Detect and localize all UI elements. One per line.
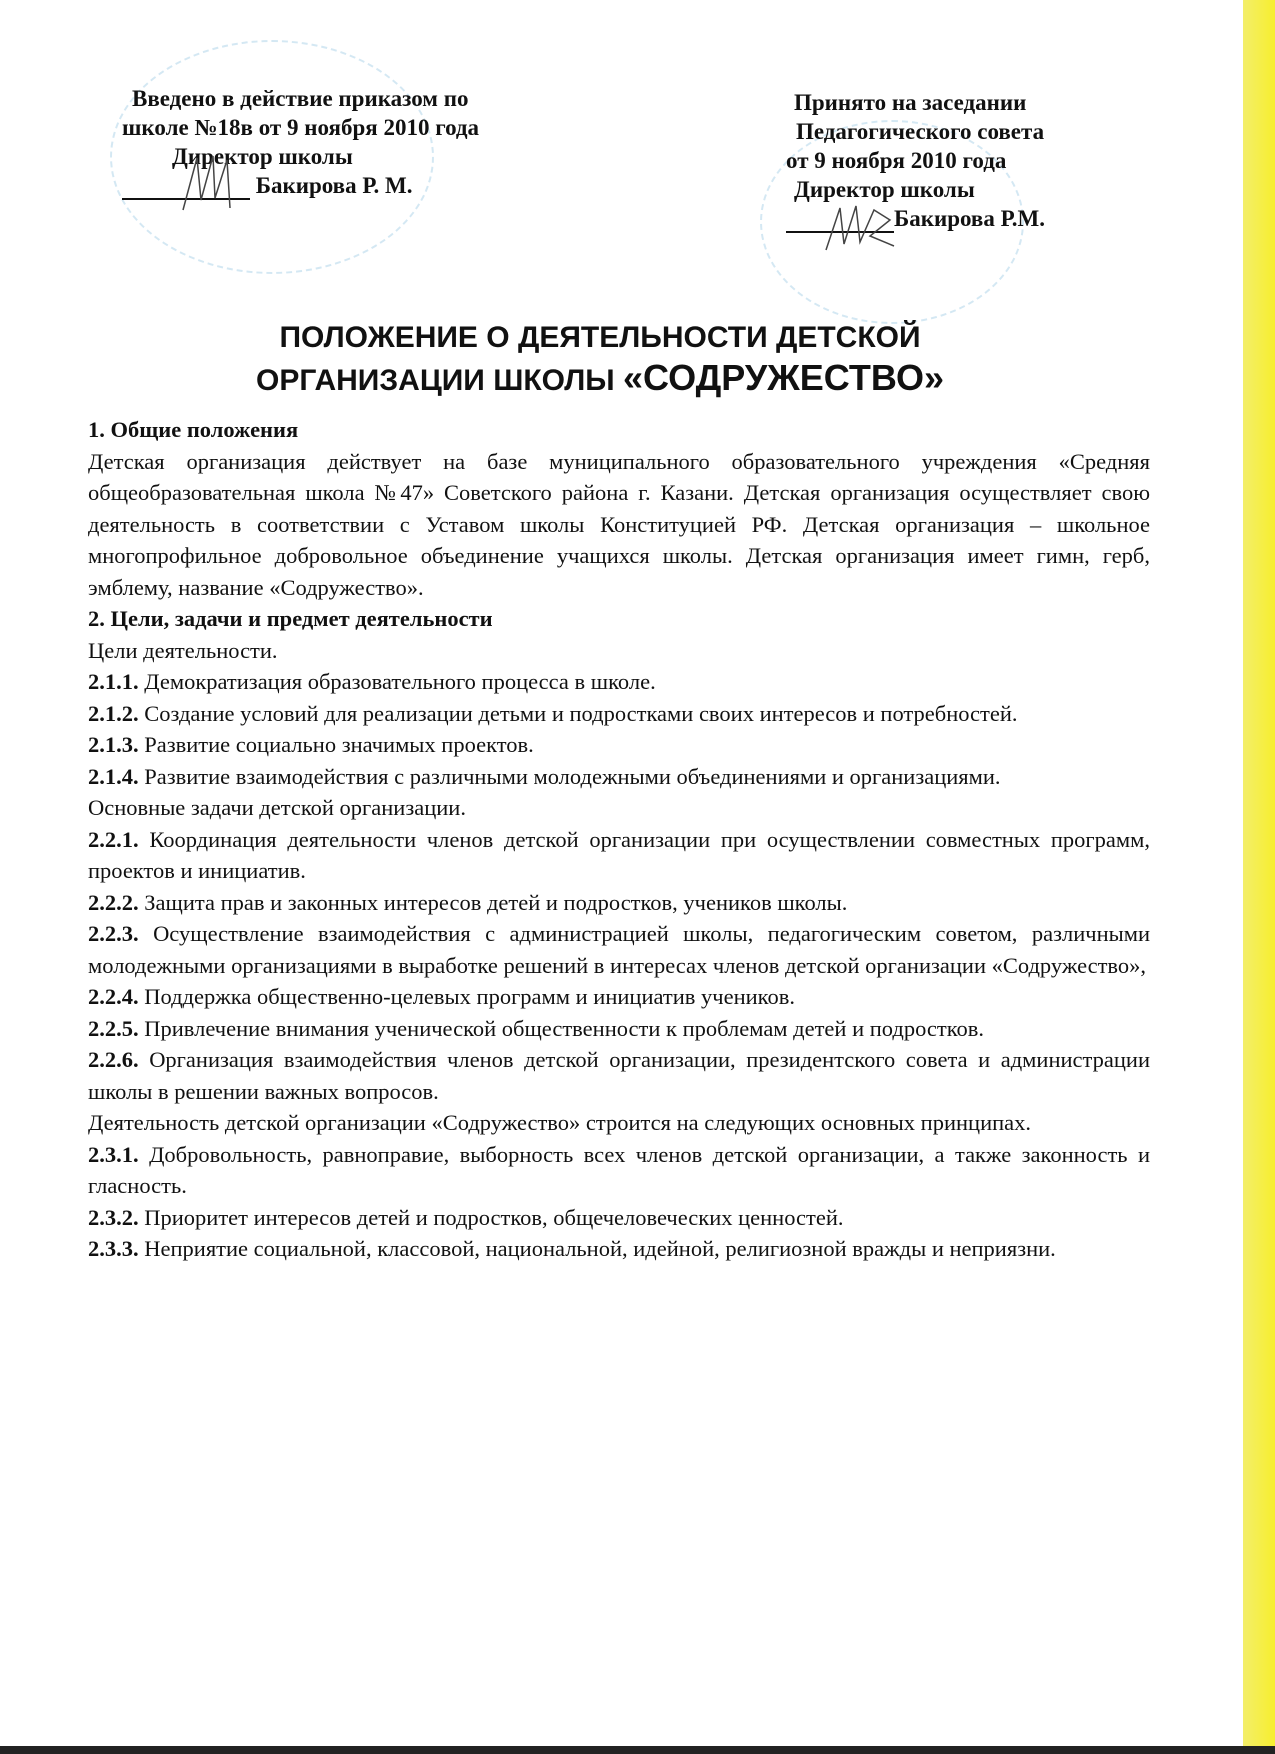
header-line: школе №18в от 9 ноября 2010 года xyxy=(122,115,480,140)
list-item xyxy=(88,1013,1150,1045)
item-text: Защита прав и законных интересов детей и подростков, учеников школы. xyxy=(144,889,848,915)
organization-name: «СОДРУЖЕСТВО» xyxy=(623,357,944,398)
list-item xyxy=(88,1139,1150,1202)
item-number: 2.1.2. xyxy=(88,700,139,726)
signature xyxy=(175,150,245,215)
item-text: Приоритет интересов детей и подростков, общечеловеческих ценностей. xyxy=(144,1204,844,1230)
header-line: Педагогического совета xyxy=(796,119,1045,144)
item-number: 2.2.6. xyxy=(88,1047,139,1072)
item-text: Развитие социально значимых проектов. xyxy=(144,732,534,757)
header-line: от 9 ноября 2010 года xyxy=(786,148,1007,173)
list-item xyxy=(88,1044,1150,1107)
item-text: Привлечение внимания ученической общественности к проблемам детей и подростков. xyxy=(144,1015,985,1041)
item-number: 2.1.3. xyxy=(88,732,139,757)
paragraph: Деятельность детской организации «Содружество» строится на следующих основных принципах. xyxy=(88,1110,1032,1135)
list-item xyxy=(88,1202,1150,1234)
item-number: 2.2.2. xyxy=(88,889,139,915)
document-title xyxy=(0,318,1200,401)
paragraph: Основные задачи детской организации. xyxy=(88,795,466,820)
item-text: Поддержка общественно-целевых программ и инициатив учеников. xyxy=(144,984,795,1009)
list-item xyxy=(88,1233,1150,1265)
paragraph: Детская организация действует на базе муниципального образовательного учреждения «Средняя общеобразовательная школа №47» Советского района г. Казани. Детская организация осуществляет свою деятельность в соответствии с Уставом школы Конституцией РФ. Детская организация – школьное многопрофильное добровольное объединение учащихся школы. Детская организация имеет гимн, герб, эмблему, название «Содружество». xyxy=(88,448,1150,600)
title-line: ОРГАНИЗАЦИИ ШКОЛЫ xyxy=(256,364,623,397)
header-line: Директор школы xyxy=(794,177,975,202)
list-item xyxy=(88,729,1150,761)
list-item xyxy=(88,666,1150,698)
item-text: Создание условий для реализации детьми и подростками своих интересов и потребностей. xyxy=(144,700,1018,726)
item-text: Добровольность, равноправие, выборность всех членов детской организации, а также законность и гласность. xyxy=(88,1141,1151,1198)
item-number: 2.1.1. xyxy=(88,669,139,694)
item-number: 2.3.3. xyxy=(88,1236,139,1261)
signer-name: Бакирова Р. М. xyxy=(255,173,413,198)
list-item xyxy=(88,761,1150,793)
signature xyxy=(820,200,900,255)
header-line: Директор школы xyxy=(172,144,353,169)
list-item xyxy=(88,981,1150,1013)
signer-name: Бакирова Р.М. xyxy=(894,206,1045,231)
list-item xyxy=(88,887,1150,919)
title-line: ПОЛОЖЕНИЕ О ДЕЯТЕЛЬНОСТИ ДЕТСКОЙ xyxy=(279,321,921,354)
item-number: 2.3.1. xyxy=(88,1141,139,1167)
item-text: Осуществление взаимодействия с администрацией школы, педагогическим советом, различными молодежными организациями в выработке решений в интересах членов детской организации «Содружество», xyxy=(88,921,1151,978)
item-number: 2.1.4. xyxy=(88,763,139,789)
item-number: 2.2.3. xyxy=(88,921,139,946)
item-number: 2.2.1. xyxy=(88,826,139,852)
item-number: 2.3.2. xyxy=(88,1204,139,1230)
item-text: Демократизация образовательного процесса в школе. xyxy=(144,669,656,694)
list-item xyxy=(88,824,1150,887)
section-heading: 1. Общие положения xyxy=(88,417,299,442)
list-item xyxy=(88,698,1150,730)
item-number: 2.2.5. xyxy=(88,1015,139,1041)
item-text: Координация деятельности членов детской организации при осуществлении совместных программ, проектов и инициатив. xyxy=(88,826,1150,883)
document-body xyxy=(88,414,1150,1265)
item-text: Неприятие социальной, классовой, национальной, идейной, религиозной вражды и неприязни. xyxy=(144,1236,1056,1261)
list-item xyxy=(88,918,1150,981)
paragraph: Цели деятельности. xyxy=(88,637,278,663)
item-text: Организация взаимодействия членов детской организации, президентского совета и администрации школы в решении важных вопросов. xyxy=(88,1047,1151,1104)
scan-edge-stripe xyxy=(1243,0,1275,1754)
section-heading: 2. Цели, задачи и предмет деятельности xyxy=(88,606,493,631)
item-text: Развитие взаимодействия с различными молодежными объединениями и организациями. xyxy=(144,763,1001,789)
scan-bottom-edge xyxy=(0,1746,1275,1754)
header-line: Введено в действие приказом по xyxy=(132,86,469,111)
item-number: 2.2.4. xyxy=(88,984,139,1009)
header-line: Принято на заседании xyxy=(794,90,1027,115)
